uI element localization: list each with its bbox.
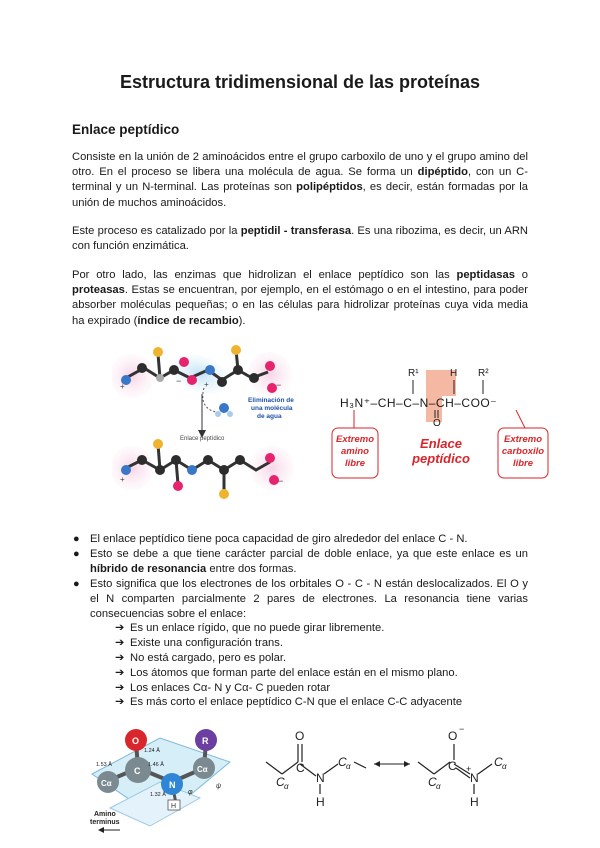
label-extremo-carboxilo: Extremo carboxilo libre (501, 434, 545, 469)
svg-text:−: − (278, 476, 284, 486)
svg-text:C: C (494, 755, 503, 769)
svg-text:O: O (448, 729, 458, 743)
svg-text:C: C (448, 759, 457, 773)
figure-condensation (112, 344, 308, 500)
label-enlace-peptidico: Enlace peptídico (412, 436, 470, 466)
svg-text:α: α (346, 762, 351, 771)
svg-text:H: H (470, 795, 479, 809)
svg-text:1.24 Å: 1.24 Å (144, 748, 160, 754)
r1-label: R¹ (408, 368, 419, 379)
svg-text:+: + (120, 475, 125, 484)
svg-text:1.53 Å: 1.53 Å (96, 762, 112, 768)
svg-text:terminus: terminus (90, 819, 120, 826)
subbullet-4: ➔ Los átomos que forman parte del enlace están en el mismo plano. (115, 667, 458, 679)
paragraph-catalysis: Este proceso es catalizado por la peptidil - transferasa. Es una ribozima, es decir, un ARN con función enzimática. (72, 225, 528, 253)
svg-text:una molécula: una molécula (251, 405, 293, 412)
svg-text:Enlace peptídico: Enlace peptídico (180, 436, 225, 442)
subbullet-5: ➔ Los enlaces Cα- N y Cα- C pueden rotar (115, 682, 331, 694)
svg-text:−: − (459, 724, 465, 734)
subbullet-3: ➔ No está cargado, pero es polar. (115, 652, 287, 664)
figure-peptide-plane (80, 722, 240, 834)
svg-text:ψ: ψ (216, 783, 222, 790)
svg-text:φ: φ (188, 789, 193, 796)
svg-text:α: α (436, 782, 441, 791)
h-label: H (450, 368, 458, 379)
svg-text:α: α (502, 762, 507, 771)
svg-text:C: C (428, 775, 437, 789)
svg-text:H: H (171, 803, 177, 810)
svg-text:O: O (132, 736, 140, 746)
svg-text:N: N (470, 771, 479, 785)
peptide-formula: H₃N⁺–CH–C–N–CH–COO⁻ (340, 396, 498, 410)
svg-text:Cα: Cα (101, 779, 112, 788)
svg-text:+: + (120, 382, 125, 391)
bullet-3: ● Esto significa que los electrones de los orbitales O - C - N están deslocalizados. El O y el N comparten parcialmente 2 pares de electrones. La resonancia tiene varias consecuencias sobre el enlace: (73, 578, 528, 620)
bullet-2: ● Esto se debe a que tiene carácter parcial de doble enlace, ya que este enlace es un híbrido de resonancia entre dos formas. (73, 548, 528, 575)
svg-text:Eliminación de: Eliminación de (248, 397, 294, 404)
svg-text:1.32 Å: 1.32 Å (150, 792, 166, 798)
subbullet-6: ➔ Es más corto el enlace peptídico C-N que el enlace C-C adyacente (115, 696, 463, 708)
subbullet-2: ➔ Existe una configuración trans. (115, 637, 283, 649)
subbullet-1: ➔ Es un enlace rígido, que no puede girar libremente. (115, 622, 385, 634)
svg-text:de agua: de agua (257, 413, 282, 420)
page-title: Estructura tridimensional de las proteínas (119, 72, 481, 92)
svg-text:C: C (134, 766, 141, 776)
svg-text:−: − (176, 376, 182, 386)
svg-text:N: N (316, 771, 325, 785)
label-extremo-amino: Extremo amino libre (335, 434, 374, 469)
svg-text:C: C (276, 775, 285, 789)
o-label: O (433, 418, 441, 429)
r2-label: R² (478, 368, 489, 379)
svg-text:+: + (466, 764, 472, 774)
figure-resonance (258, 724, 528, 814)
svg-text:R: R (202, 736, 209, 746)
section-heading: Enlace peptídico (72, 122, 180, 137)
svg-text:C: C (296, 761, 305, 775)
paragraph-hydrolysis: Por otro lado, las enzimas que hidrolizan el enlace peptídico son las peptidasas o proteasas. Estas se encuentran, por ejemplo, en el estómago o en el intestino, para poder absorber moléculas pequeñas; o en las células para hidrolizar proteínas cuya vida media ha expirado (índice de recambio). (72, 269, 528, 327)
svg-text:+: + (204, 380, 209, 389)
svg-text:−: − (276, 380, 282, 390)
svg-text:N: N (169, 780, 176, 790)
svg-text:H: H (316, 795, 325, 809)
paragraph-definition: Consiste en la unión de 2 aminoácidos entre el grupo carboxilo de uno y el grupo amino del otro. En el proceso se libera una molécula de agua. Se forma un dipéptido, con un C-terminal y un N-terminal. Las proteínas son polipéptidos, es decir, están formadas por la unión de muchos aminoácidos. (72, 151, 528, 209)
bullet-1: ● El enlace peptídico tiene poca capacidad de giro alrededor del enlace C - N. (73, 533, 468, 545)
svg-text:Cα: Cα (197, 765, 208, 774)
svg-text:α: α (284, 782, 289, 791)
svg-text:1.46 Å: 1.46 Å (148, 762, 164, 768)
figure-peptide-formula (330, 366, 552, 482)
svg-text:O: O (295, 729, 305, 743)
svg-text:Amino: Amino (94, 811, 116, 818)
svg-text:C: C (338, 755, 347, 769)
